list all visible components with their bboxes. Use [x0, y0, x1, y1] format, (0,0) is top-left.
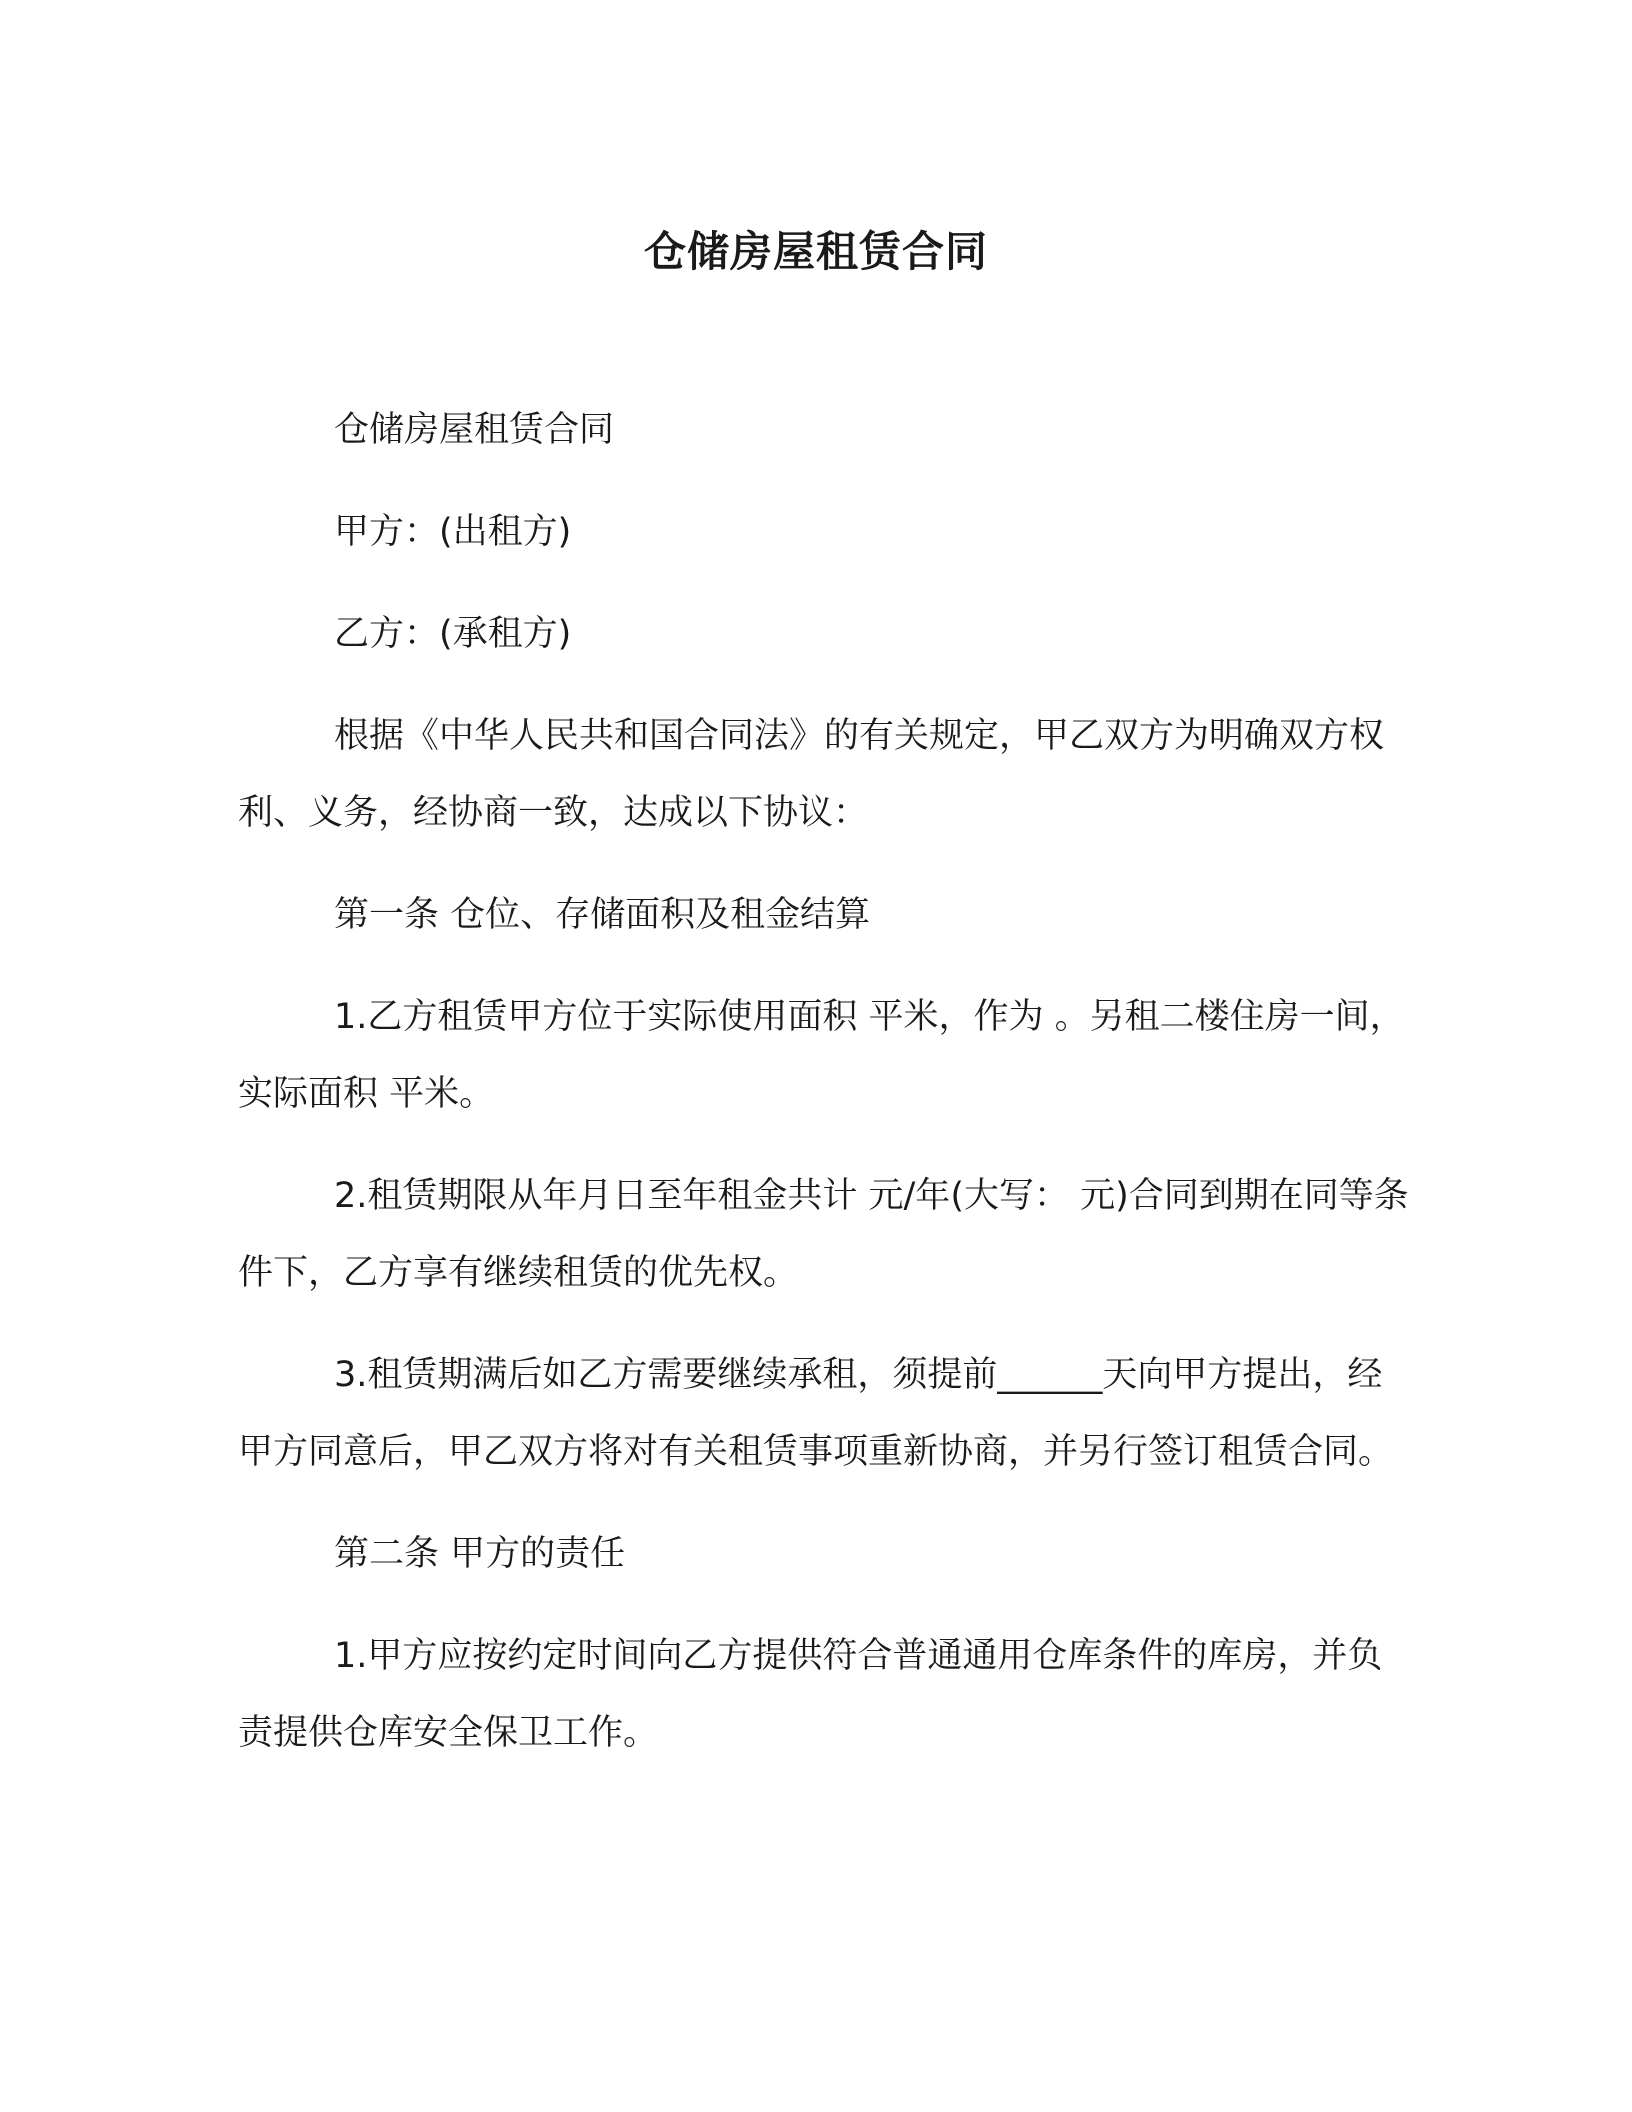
article-1-heading: 第一条 仓位、存储面积及租金结算	[334, 895, 871, 935]
document-body	[238, 392, 1413, 1797]
document-title: 仓储房屋租赁合同	[643, 227, 988, 276]
article-2-heading: 第二条 甲方的责任	[334, 1534, 626, 1574]
article-1-clause-1: 1.乙方租赁甲方位于实际使用面积 平米，作为 。另租二楼住房一间，实际面积 平米。	[238, 997, 1405, 1114]
paragraph-party-b: 乙方：(承租方)	[334, 614, 572, 654]
paragraph-party-a: 甲方：(出租方)	[334, 512, 572, 552]
article-1-clause-3: 3.租赁期满后如乙方需要继续承租，须提前______天向甲方提出，经甲方同意后，甲乙双方将对有关租赁事项重新协商，并另行签订租赁合同。	[238, 1355, 1394, 1472]
article-1-clause-2: 2.租赁期限从年月日至年租金共计 元/年(大写： 元)合同到期在同等条件下，乙方享有继续租赁的优先权。	[238, 1176, 1409, 1293]
paragraph-preamble: 根据《中华人民共和国合同法》的有关规定，甲乙双方为明确双方权利、义务，经协商一致，达成以下协议：	[238, 716, 1385, 833]
paragraph-heading: 仓储房屋租赁合同	[334, 410, 615, 450]
article-2-clause-1: 1.甲方应按约定时间向乙方提供符合普通通用仓库条件的库房，并负责提供仓库安全保卫工作。	[238, 1636, 1383, 1753]
